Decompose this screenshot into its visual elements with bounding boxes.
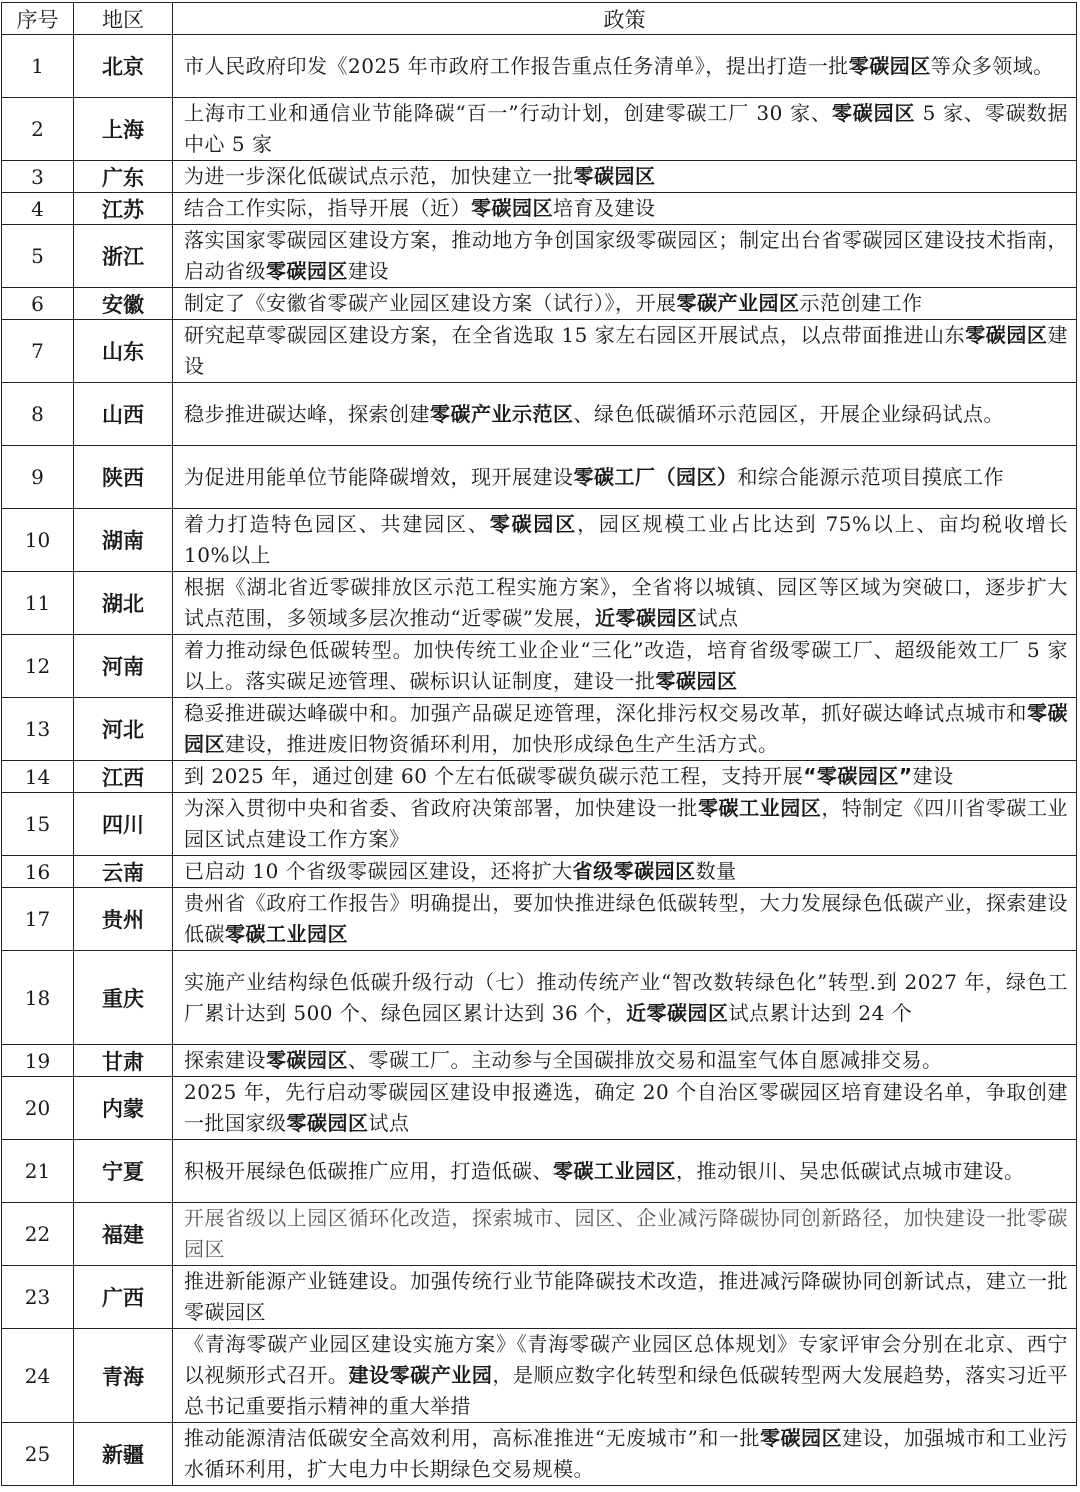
row-policy: [173, 1077, 1077, 1140]
table-row: [2, 951, 1077, 1045]
table-row: [2, 1266, 1077, 1329]
policy-text: 为深入贯彻中央和省委、省政府决策部署，加快建设一批: [184, 796, 698, 820]
policy-highlight: 零碳产业示范区: [430, 401, 574, 426]
policy-text: ，特制定《四川省零碳工业园区试点建设工作方案》: [184, 796, 1069, 851]
row-policy: [173, 1140, 1077, 1203]
policy-text: 实施产业结构绿色低碳升级行动（七）推动传统产业“智改数转绿色化”转型.到 2027 年，绿色工厂累计达到 500 个、绿色园区累计达到 36 个，: [184, 969, 1068, 1025]
table-row: [2, 193, 1077, 225]
row-policy: [173, 446, 1077, 509]
row-policy: [173, 320, 1077, 383]
row-region: 云南: [74, 856, 173, 888]
policy-text: 推动能源清洁低碳安全高效利用，高标准推进“无废城市”和一批: [184, 1426, 760, 1450]
policy-highlight: 零碳园区: [848, 53, 931, 78]
policy-text: 落实国家零碳园区建设方案，推动地方争创国家级零碳园区；制定出台省零碳园区建设技术指南，启动省级: [184, 228, 1068, 283]
row-number: 9: [2, 446, 74, 509]
row-policy: [173, 98, 1077, 161]
policy-highlight: 省级零碳园区: [572, 859, 696, 883]
policy-text: 为促进用能单位节能降碳增效，现开展建设: [184, 464, 574, 489]
policy-text: 建设: [912, 764, 954, 788]
policy-text: 着力推动绿色低碳转型。加快传统工业企业“三化”改造，培育省级零碳工厂、超级能效工厂 5 家以上。落实碳足迹管理、碳标识认证制度，建设一批: [184, 638, 1068, 693]
row-policy: [173, 288, 1077, 320]
row-number: 11: [2, 572, 74, 635]
policy-text: 探索建设: [184, 1048, 266, 1072]
row-region: 四川: [74, 793, 173, 856]
policy-highlight: 近零碳园区: [626, 1000, 729, 1025]
policy-text: 为进一步深化低碳试点示范，加快建立一批: [184, 164, 574, 188]
row-policy: [173, 856, 1077, 888]
row-region: 安徽: [74, 288, 173, 320]
policy-text: 和综合能源示范项目摸底工作: [737, 464, 1004, 489]
row-region: 甘肃: [74, 1045, 173, 1077]
row-region: 江苏: [74, 193, 173, 225]
row-number: 25: [2, 1423, 74, 1486]
row-policy: [173, 509, 1077, 572]
policy-highlight: 零碳园区: [489, 512, 578, 536]
row-policy: [173, 1329, 1077, 1423]
table-row: [2, 383, 1077, 446]
policy-text: 试点: [697, 606, 739, 630]
row-region: 新疆: [74, 1423, 173, 1486]
policy-highlight: 零碳园区: [471, 196, 553, 220]
row-number: 7: [2, 320, 74, 383]
policy-text: 2025 年，先行启动零碳园区建设申报遴选，确定 20 个自治区零碳园区培育建设名单，争取创建一批国家级: [184, 1080, 1068, 1135]
table-row: [2, 509, 1077, 572]
table-row: [2, 1203, 1077, 1266]
row-policy: [173, 793, 1077, 856]
policy-highlight: 零碳园区: [965, 323, 1048, 347]
row-number: 8: [2, 383, 74, 446]
row-region: 山东: [74, 320, 173, 383]
row-region: 湖南: [74, 509, 173, 572]
row-policy: [173, 698, 1077, 761]
row-region: 浙江: [74, 225, 173, 288]
policy-text: 稳妥推进碳达峰碳中和。加强产品碳足迹管理，深化排污权交易改革，抓好碳达峰试点城市和: [184, 701, 1027, 725]
table-row: [2, 1329, 1077, 1423]
row-policy: [173, 161, 1077, 193]
row-policy: [173, 1423, 1077, 1486]
policy-text: 建设，加强城市和工业污水循环利用，扩大电力中长期绿色交易规模。: [184, 1426, 1069, 1481]
policy-text: 5 家、零碳数据中心 5 家: [184, 101, 1068, 156]
policy-highlight: 近零碳园区: [594, 606, 698, 630]
policy-text: 试点累计达到 24 个: [728, 1000, 913, 1025]
policy-highlight: 建设零碳产业园: [348, 1363, 493, 1387]
row-policy: [173, 572, 1077, 635]
row-policy: [173, 888, 1077, 951]
policy-text: 示范创建工作: [799, 291, 923, 315]
row-number: 24: [2, 1329, 74, 1423]
policy-text: 试点: [368, 1111, 410, 1135]
policy-text: 推进新能源产业链建设。加强传统行业节能降碳技术改造，推进减污降碳协同创新试点，建立一批零碳园区: [184, 1269, 1068, 1324]
table-row: [2, 856, 1077, 888]
policy-highlight: “零碳园区”: [803, 764, 913, 788]
row-number: 14: [2, 761, 74, 793]
table-row: [2, 1045, 1077, 1077]
policy-text: ，推动银川、吴忠低碳试点城市建设。: [676, 1158, 1025, 1183]
table-row: [2, 320, 1077, 383]
table-row: [2, 572, 1077, 635]
policy-text: 着力打造特色园区、共建园区、: [184, 512, 490, 536]
row-policy: [173, 635, 1077, 698]
policy-highlight: 零碳园区: [266, 1048, 348, 1072]
row-number: 2: [2, 98, 74, 161]
policy-text: 、零碳工厂。主动参与全国碳排放交易和温室气体自愿减排交易。: [348, 1048, 943, 1072]
row-region: 宁夏: [74, 1140, 173, 1203]
row-number: 13: [2, 698, 74, 761]
policy-text: 、绿色低碳循环示范园区，开展企业绿码试点。: [573, 401, 1004, 426]
row-number: 12: [2, 635, 74, 698]
row-number: 6: [2, 288, 74, 320]
table-row: [2, 761, 1077, 793]
row-number: 18: [2, 951, 74, 1045]
row-policy: [173, 193, 1077, 225]
header-num: 序号: [2, 3, 74, 35]
row-policy: [173, 35, 1077, 98]
row-policy: [173, 1045, 1077, 1077]
policy-text: 建设，推进废旧物资循环利用，加快形成绿色生产生活方式。: [225, 732, 779, 756]
row-policy: [173, 761, 1077, 793]
row-region: 河南: [74, 635, 173, 698]
row-region: 陕西: [74, 446, 173, 509]
policy-highlight: 零碳工厂（园区）: [573, 464, 738, 489]
row-region: 福建: [74, 1203, 173, 1266]
policy-text: 根据《湖北省近零碳排放区示范工程实施方案》，全省将以城镇、园区等区域为突破口，逐步扩大试点范围，多领域多层次推动“近零碳”发展，: [184, 575, 1068, 630]
policy-table: [1, 2, 1077, 1486]
row-policy: [173, 225, 1077, 288]
row-region: 河北: [74, 698, 173, 761]
policy-text: 《青海零碳产业园区建设实施方案》《青海零碳产业园区总体规划》专家评审会分别在北京、西宁以视频形式召开。: [184, 1332, 1068, 1387]
policy-text: 数量: [695, 859, 737, 883]
table-row: [2, 1077, 1077, 1140]
table-row: [2, 698, 1077, 761]
policy-highlight: 零碳园区: [286, 1111, 369, 1135]
row-number: 16: [2, 856, 74, 888]
policy-highlight: 零碳工业园区: [225, 922, 348, 946]
row-region: 湖北: [74, 572, 173, 635]
row-number: 5: [2, 225, 74, 288]
row-region: 江西: [74, 761, 173, 793]
header-policy: 政策: [173, 3, 1077, 35]
policy-text: 研究起草零碳园区建设方案，在全省选取 15 家左右园区开展试点，以点带面推进山东: [184, 323, 966, 347]
row-number: 20: [2, 1077, 74, 1140]
row-region: 青海: [74, 1329, 173, 1423]
row-number: 22: [2, 1203, 74, 1266]
policy-text: 建设: [348, 259, 389, 283]
table-row: [2, 1423, 1077, 1486]
policy-text: 贵州省《政府工作报告》明确提出，要加快推进绿色低碳转型，大力发展绿色低碳产业，探索建设低碳: [184, 891, 1068, 946]
policy-highlight: 零碳园区: [655, 669, 738, 693]
row-policy: [173, 1266, 1077, 1329]
row-number: 1: [2, 35, 74, 98]
row-number: 15: [2, 793, 74, 856]
policy-highlight: 零碳园区: [573, 164, 656, 188]
row-region: 贵州: [74, 888, 173, 951]
policy-text: 到 2025 年，通过创建 60 个左右低碳零碳负碳示范工程，支持开展: [184, 764, 804, 788]
policy-highlight: 零碳园区: [266, 259, 348, 283]
row-number: 17: [2, 888, 74, 951]
row-region: 北京: [74, 35, 173, 98]
table-row: [2, 288, 1077, 320]
policy-highlight: 零碳产业园区: [676, 291, 800, 315]
table-row: [2, 635, 1077, 698]
policy-text: 培育及建设: [553, 196, 656, 220]
table-row: [2, 225, 1077, 288]
row-region: 内蒙: [74, 1077, 173, 1140]
header-region: 地区: [74, 3, 173, 35]
policy-text: 市人民政府印发《2025 年市政府工作报告重点任务清单》，提出打造一批: [184, 53, 849, 78]
row-region: 上海: [74, 98, 173, 161]
policy-highlight: 零碳园区: [831, 101, 916, 125]
header-row: [2, 3, 1077, 35]
table-row: [2, 35, 1077, 98]
row-policy: [173, 1203, 1077, 1266]
policy-text: ，是顺应数字化转型和绿色低碳转型两大发展趋势，落实习近平总书记重要指示精神的重大举措: [184, 1363, 1069, 1418]
policy-text: 已启动 10 个省级零碳园区建设，还将扩大: [184, 859, 573, 883]
policy-text: 制定了《安徽省零碳产业园区建设方案（试行）》，开展: [184, 291, 677, 315]
table-row: [2, 888, 1077, 951]
row-policy: [173, 951, 1077, 1045]
row-region: 广西: [74, 1266, 173, 1329]
row-region: 广东: [74, 161, 173, 193]
policy-text: 开展省级以上园区循环化改造，探索城市、园区、企业减污降碳协同创新路径，加快建设一批零碳园区: [184, 1206, 1068, 1261]
table-row: [2, 793, 1077, 856]
table-row: [2, 1140, 1077, 1203]
table-row: [2, 446, 1077, 509]
row-number: 10: [2, 509, 74, 572]
row-number: 4: [2, 193, 74, 225]
row-policy: [173, 383, 1077, 446]
policy-text: 等众多领域。: [930, 53, 1054, 78]
row-region: 重庆: [74, 951, 173, 1045]
policy-text: 上海市工业和通信业节能降碳“百一”行动计划，创建零碳工厂 30 家、: [184, 101, 832, 125]
policy-text: 结合工作实际，指导开展（近）: [184, 196, 471, 220]
row-number: 23: [2, 1266, 74, 1329]
policy-highlight: 零碳园区: [760, 1426, 843, 1450]
policy-text: 积极开展绿色低碳推广应用，打造低碳、: [184, 1158, 553, 1183]
row-region: 山西: [74, 383, 173, 446]
table-body: [2, 35, 1077, 1486]
row-number: 3: [2, 161, 74, 193]
policy-highlight: 零碳工业园区: [553, 1158, 676, 1183]
policy-text: 稳步推进碳达峰，探索创建: [184, 401, 430, 426]
policy-text: ，园区规模工业占比达到 75%以上、亩均税收增长 10%以上: [184, 512, 1069, 567]
policy-highlight: 零碳园区: [184, 701, 1069, 756]
policy-highlight: 零碳工业园区: [698, 796, 822, 820]
policy-text: 建设: [184, 323, 1069, 378]
row-number: 19: [2, 1045, 74, 1077]
row-number: 21: [2, 1140, 74, 1203]
table-row: [2, 161, 1077, 193]
table-row: [2, 98, 1077, 161]
